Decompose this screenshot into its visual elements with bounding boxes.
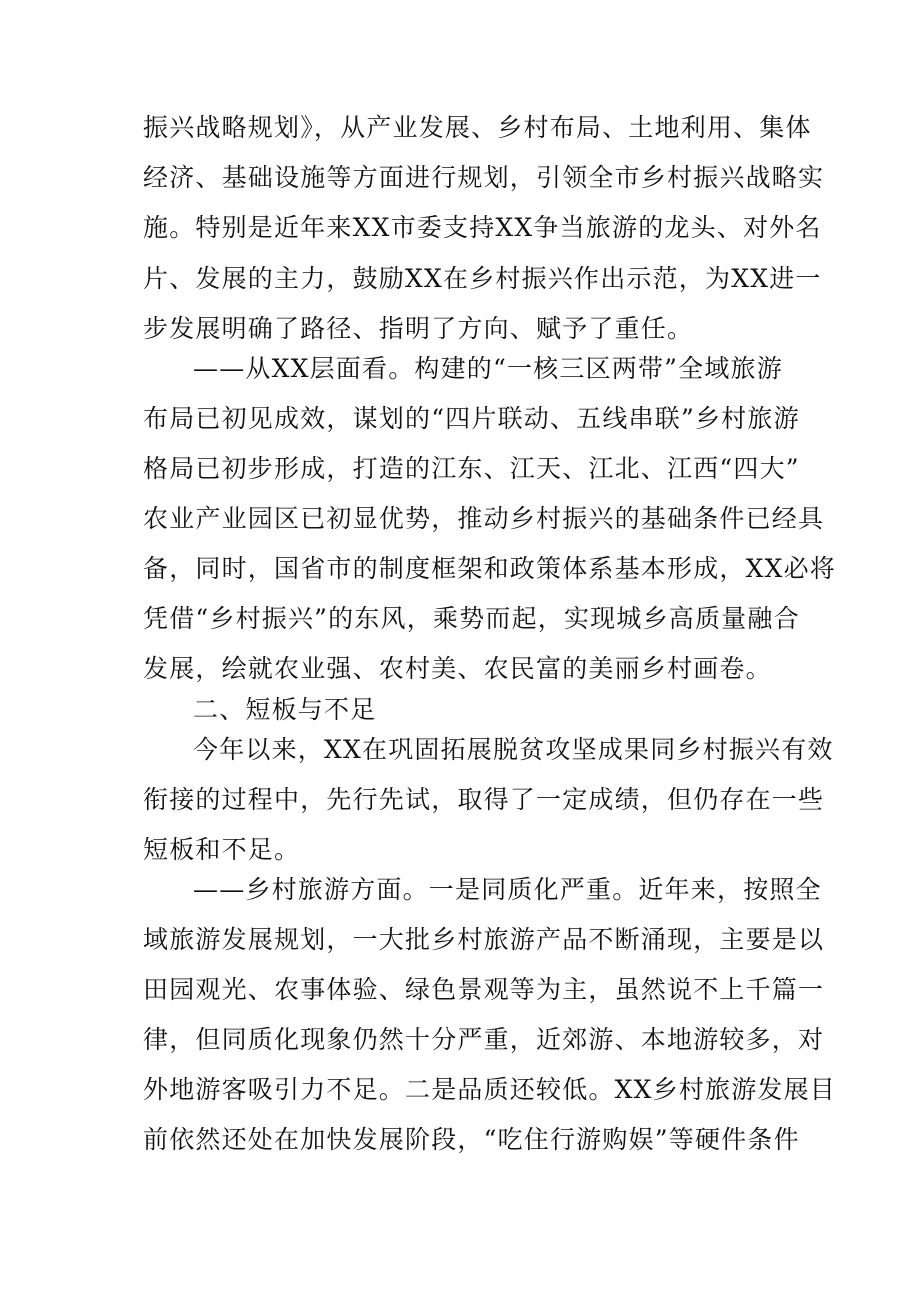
text-line: 外地游客吸引力不足。二是品质还较低。XX乡村旅游发展目: [143, 1075, 836, 1104]
text-line: 今年以来，XX在巩固拓展脱贫攻坚成果同乡村振兴有效: [193, 735, 834, 764]
text-line: 律，但同质化现象仍然十分严重，近郊游、本地游较多，对: [143, 1025, 825, 1054]
text-line: 步发展明确了路径、指明了方向、赋予了重任。: [143, 314, 694, 343]
text-line: 发展，绘就农业强、农村美、农民富的美丽乡村画卷。: [143, 654, 772, 683]
text-line: 前依然还处在加快发展阶段，“吃住行游购娱”等硬件条件: [143, 1125, 800, 1154]
text-line: 经济、基础设施等方面进行规划，引领全市乡村振兴战略实: [143, 163, 825, 192]
text-line: ——乡村旅游方面。一是同质化严重。近年来，按照全: [193, 875, 822, 904]
text-line: 格局已初步形成，打造的江东、江天、江北、江西“四大”: [143, 454, 800, 483]
text-line: 凭借“乡村振兴”的东风，乘势而起，实现城乡高质量融合: [143, 604, 800, 633]
text-line: 施。特别是近年来XX市委支持XX争当旅游的龙头、对外名: [143, 213, 822, 242]
text-line: ——从XX层面看。构建的“一核三区两带”全域旅游: [193, 354, 783, 383]
text-line: 振兴战略规划》，从产业发展、乡村布局、土地利用、集体: [143, 113, 812, 142]
text-line: 衔接的过程中，先行先试，取得了一定成绩，但仍存在一些: [143, 785, 825, 814]
text-line: 短板和不足。: [143, 835, 301, 864]
text-line: 片、发展的主力，鼓励XX在乡村振兴作出示范，为XX进一: [143, 264, 822, 293]
section-heading: 二、短板与不足: [193, 695, 377, 724]
text-line: 农业产业园区已初显优势，推动乡村振兴的基础条件已经具: [143, 504, 825, 533]
text-line: 布局已初见成效，谋划的“四片联动、五线串联”乡村旅游: [143, 404, 800, 433]
text-line: 备，同时，国省市的制度框架和政策体系基本形成，XX必将: [143, 554, 836, 583]
text-line: 田园观光、农事体验、绿色景观等为主，虽然说不上千篇一: [143, 975, 825, 1004]
text-line: 域旅游发展规划，一大批乡村旅游产品不断涌现，主要是以: [143, 925, 825, 954]
